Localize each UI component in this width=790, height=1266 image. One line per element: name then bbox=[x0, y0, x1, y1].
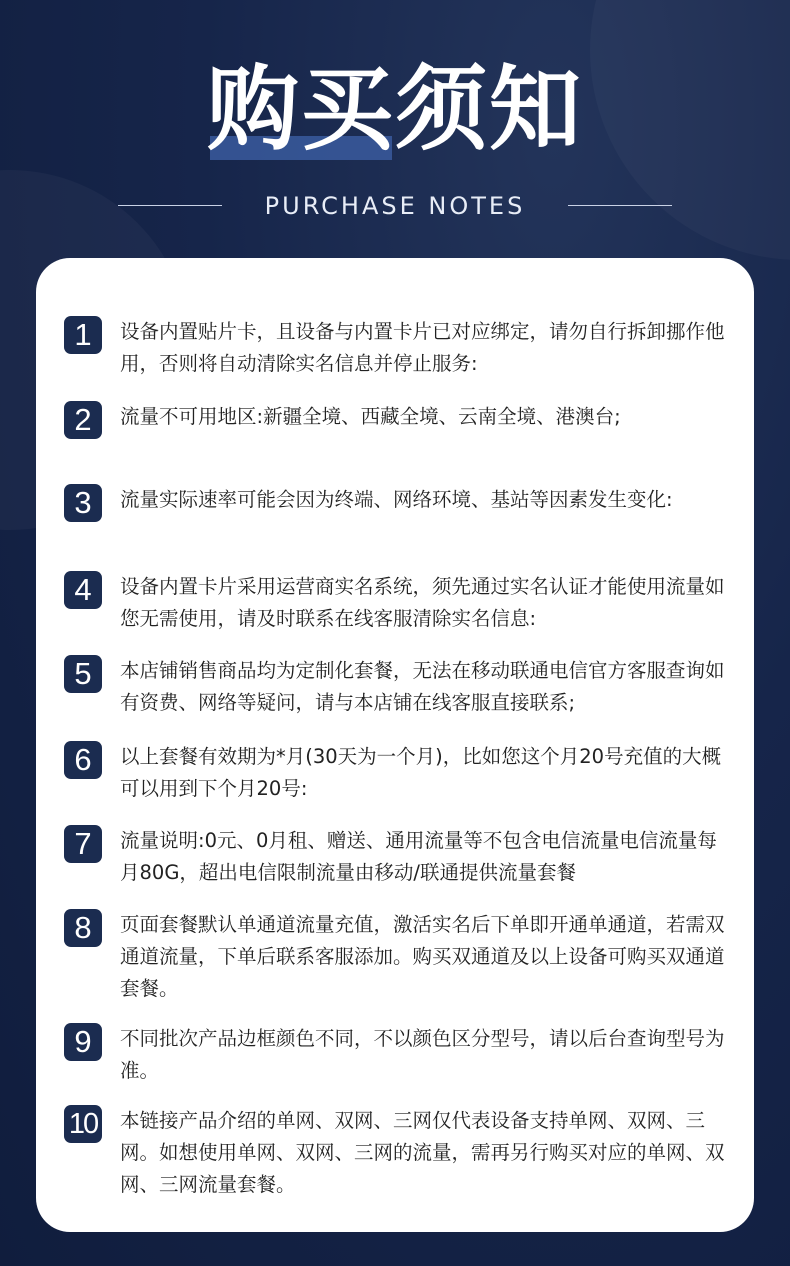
header bbox=[0, 58, 790, 168]
note-number-badge: 2 bbox=[64, 401, 102, 439]
note-text: 页面套餐默认单通道流量充值，激活实名后下单即开通单通道，若需双通道流量，下单后联系客服添加。购买双通道及以上设备可购买双通道套餐。 bbox=[120, 913, 725, 1000]
page-title: 购买须知 bbox=[206, 56, 583, 163]
note-text: 流量不可用地区:新疆全境、西藏全境、云南全境、港澳台; bbox=[120, 405, 621, 428]
page-subtitle: PURCHASE NOTES bbox=[264, 192, 526, 220]
note-text: 设备内置卡片采用运营商实名系统，须先通过实名认证才能使用流量如您无需使用，请及时联系在线客服清除实名信息: bbox=[120, 575, 725, 630]
note-text: 流量实际速率可能会因为终端、网络环境、基站等因素发生变化: bbox=[120, 488, 673, 511]
note-number-badge: 9 bbox=[64, 1023, 102, 1061]
divider-line-right bbox=[568, 205, 672, 206]
note-number-badge: 7 bbox=[64, 825, 102, 863]
note-number-badge: 3 bbox=[64, 484, 102, 522]
note-text: 本链接产品介绍的单网、双网、三网仅代表设备支持单网、双网、三网。如想使用单网、双网、三网的流量，需再另行购买对应的单网、双网、三网流量套餐。 bbox=[120, 1109, 725, 1196]
note-number-badge: 10 bbox=[64, 1105, 102, 1143]
note-number-badge: 5 bbox=[64, 655, 102, 693]
note-number-badge: 4 bbox=[64, 571, 102, 609]
note-text: 本店铺销售商品均为定制化套餐，无法在移动联通电信官方客服查询如有资费、网络等疑问，请与本店铺在线客服直接联系; bbox=[120, 659, 725, 714]
note-text: 以上套餐有效期为*月(30天为一个月)，比如您这个月20号充值的大概可以用到下个月20号: bbox=[120, 745, 722, 800]
note-number-badge: 8 bbox=[64, 909, 102, 947]
note-number-badge: 6 bbox=[64, 741, 102, 779]
note-text: 不同批次产品边框颜色不同，不以颜色区分型号，请以后台查询型号为准。 bbox=[120, 1027, 725, 1082]
subtitle-row bbox=[0, 190, 790, 222]
note-text: 流量说明:0元、0月租、赠送、通用流量等不包含电信流量电信流量每月80G，超出电信限制流量由移动/联通提供流量套餐 bbox=[120, 829, 717, 884]
notes-card bbox=[36, 258, 754, 1232]
note-number-badge: 1 bbox=[64, 316, 102, 354]
note-text: 设备内置贴片卡，且设备与内置卡片已对应绑定，请勿自行拆卸挪作他用，否则将自动清除实名信息并停止服务: bbox=[120, 320, 725, 375]
